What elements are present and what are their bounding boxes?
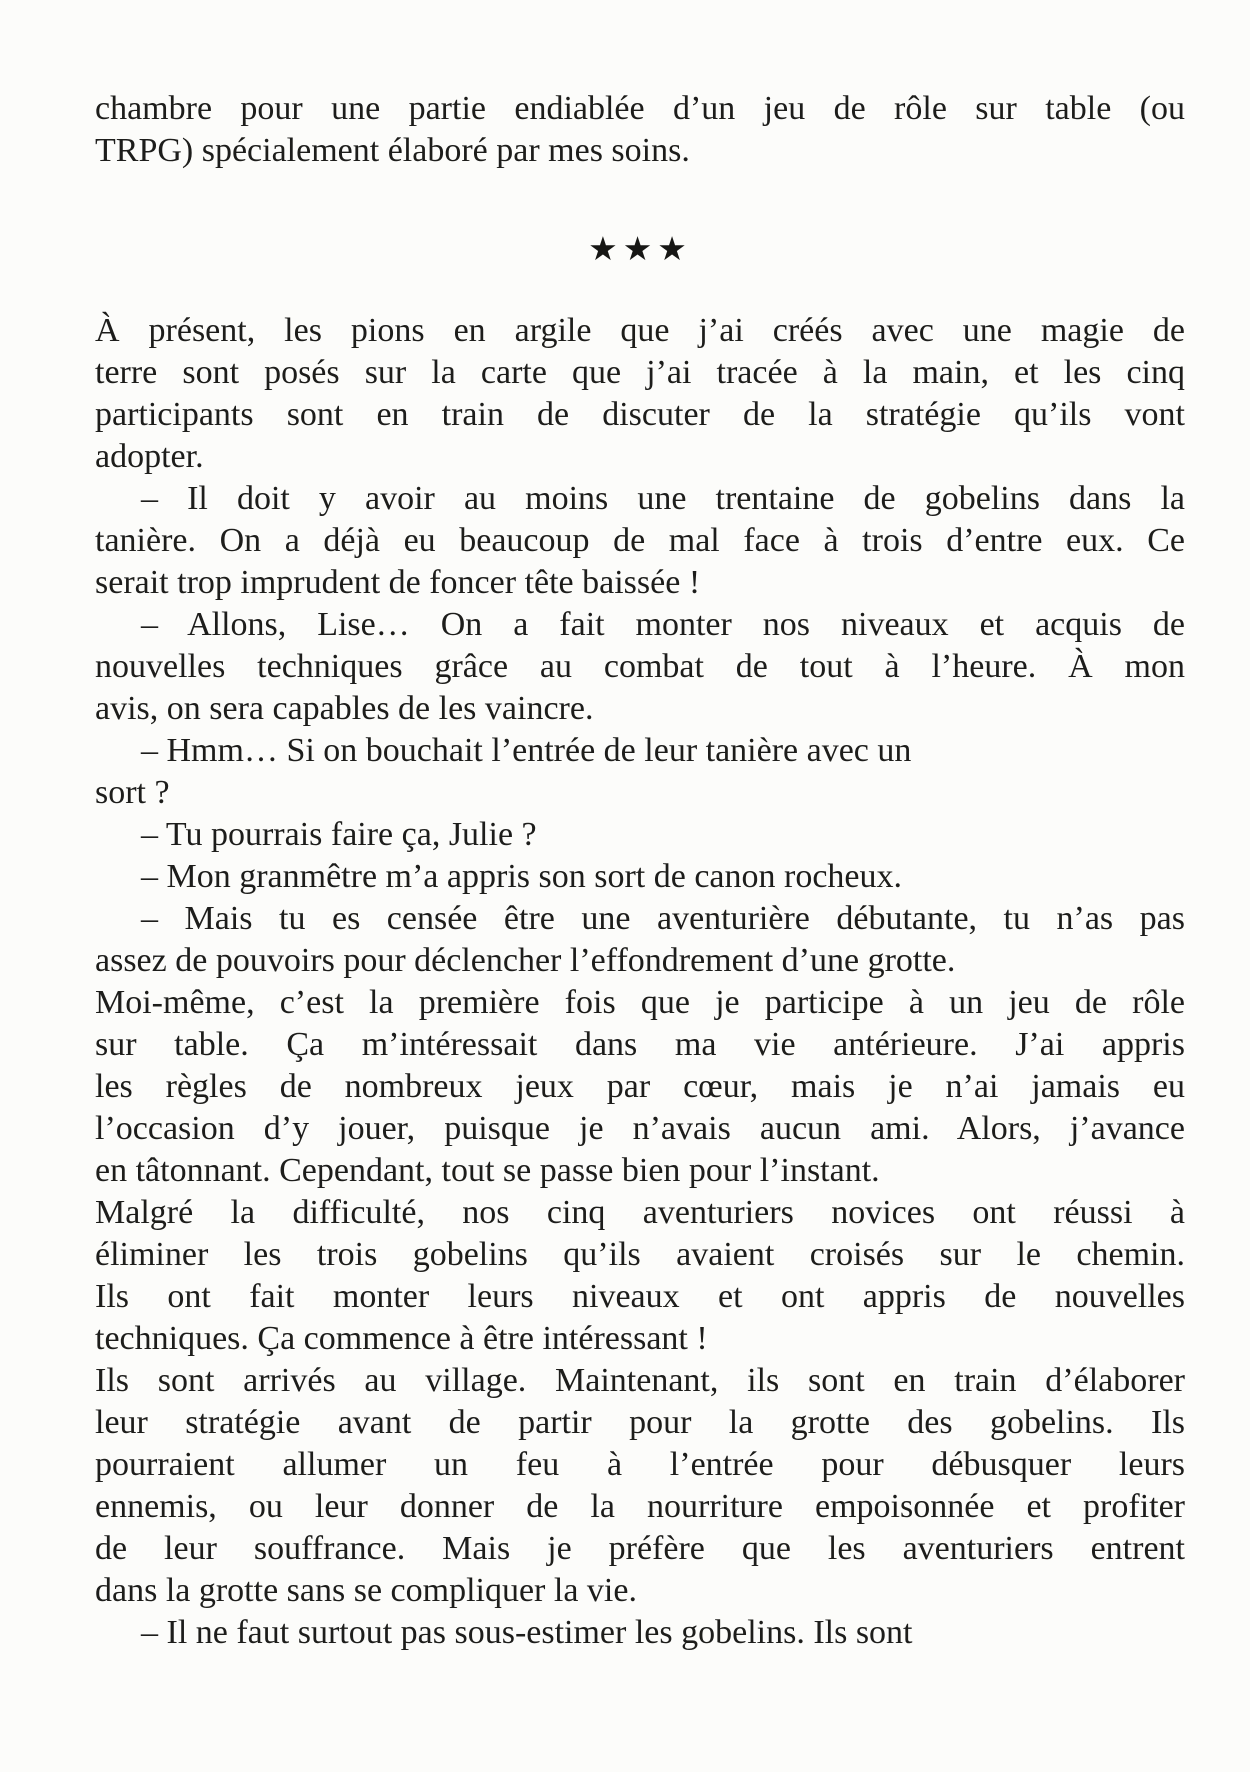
text-line: – Mon granmêtre m’a appris son sort de canon rocheux. <box>141 858 902 895</box>
text-line: – Hmm… Si on bouchait l’entrée de leur tanière avec un <box>141 732 912 769</box>
text-line: Malgré la difficulté, nos cinq aventuriers novices ont réussi à <box>95 1194 1185 1231</box>
paragraph-dialogue <box>95 814 1185 856</box>
text-line: sur table. Ça m’intéressait dans ma vie antérieure. J’ai appris <box>95 1026 1185 1063</box>
text-line: – Il doit y avoir au moins une trentaine de gobelins dans la <box>141 480 1185 517</box>
text-line: sort ? <box>95 774 170 811</box>
text-column <box>95 88 1185 1654</box>
text-line: nouvelles techniques grâce au combat de tout à l’heure. À mon <box>95 648 1185 685</box>
paragraph-narration <box>95 982 1185 1192</box>
text-line: éliminer les trois gobelins qu’ils avaient croisés sur le chemin. <box>95 1236 1185 1273</box>
text-line: – Allons, Lise… On a fait monter nos niveaux et acquis de <box>141 606 1185 643</box>
text-line: l’occasion d’y jouer, puisque je n’avais aucun ami. Alors, j’avance <box>95 1110 1185 1147</box>
text-line: de leur souffrance. Mais je préfère que les aventuriers entrent <box>95 1530 1185 1567</box>
text-line: tanière. On a déjà eu beaucoup de mal face à trois d’entre eux. Ce <box>95 522 1185 559</box>
section-break-stars-icon: ★★★ <box>588 229 692 268</box>
text-line: participants sont en train de discuter de la stratégie qu’ils vont <box>95 396 1185 433</box>
text-line: leur stratégie avant de partir pour la grotte des gobelins. Ils <box>95 1404 1185 1441</box>
text-line: pourraient allumer un feu à l’entrée pour débusquer leurs <box>95 1446 1185 1483</box>
text-line: TRPG) spécialement élaboré par mes soins. <box>95 132 690 169</box>
text-line: dans la grotte sans se compliquer la vie. <box>95 1572 637 1609</box>
text-line: Ils ont fait monter leurs niveaux et ont appris de nouvelles <box>95 1278 1185 1315</box>
text-line: À présent, les pions en argile que j’ai créés avec une magie de <box>95 312 1185 349</box>
paragraph-dialogue <box>95 478 1185 604</box>
text-line: chambre pour une partie endiablée d’un jeu de rôle sur table (ou <box>95 90 1185 127</box>
text-line: ennemis, ou leur donner de la nourriture empoisonnée et profiter <box>95 1488 1185 1525</box>
text-line: serait trop imprudent de foncer tête baissée ! <box>95 564 701 601</box>
paragraph-continuation <box>95 88 1185 172</box>
paragraph-narration <box>95 310 1185 478</box>
paragraph-dialogue <box>95 898 1185 982</box>
text-line: terre sont posés sur la carte que j’ai tracée à la main, et les cinq <box>95 354 1185 391</box>
text-line: – Il ne faut surtout pas sous-estimer les gobelins. Ils sont <box>141 1614 913 1651</box>
paragraph-narration <box>95 1360 1185 1612</box>
text-line: Ils sont arrivés au village. Maintenant, ils sont en train d’élaborer <box>95 1362 1185 1399</box>
text-line: assez de pouvoirs pour déclencher l’effondrement d’une grotte. <box>95 942 956 979</box>
text-line: avis, on sera capables de les vaincre. <box>95 690 594 727</box>
text-line: Moi-même, c’est la première fois que je participe à un jeu de rôle <box>95 984 1185 1021</box>
paragraph-dialogue <box>95 1612 1185 1654</box>
paragraph-narration <box>95 1192 1185 1360</box>
paragraph-dialogue <box>95 730 1185 814</box>
text-line: – Tu pourrais faire ça, Julie ? <box>141 816 537 853</box>
paragraph-dialogue <box>95 856 1185 898</box>
text-line: les règles de nombreux jeux par cœur, mais je n’ai jamais eu <box>95 1068 1185 1105</box>
text-line: en tâtonnant. Cependant, tout se passe bien pour l’instant. <box>95 1152 880 1189</box>
text-line: – Mais tu es censée être une aventurière débutante, tu n’as pas <box>141 900 1185 937</box>
paragraph-dialogue <box>95 604 1185 730</box>
text-line: adopter. <box>95 438 204 475</box>
text-line: techniques. Ça commence à être intéressant ! <box>95 1320 708 1357</box>
